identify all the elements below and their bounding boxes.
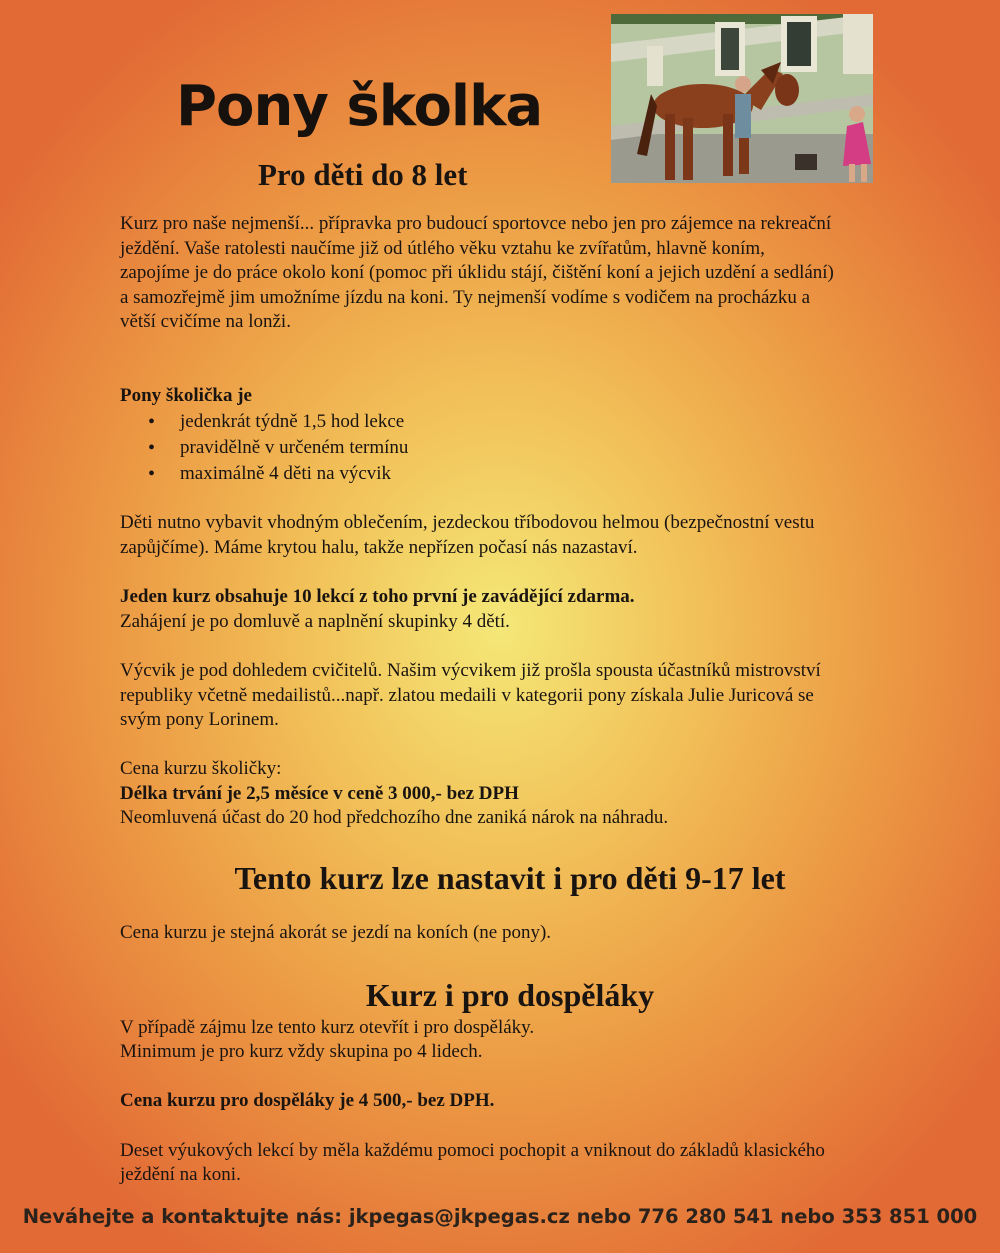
horse-photo <box>611 14 873 183</box>
intro-line: zapojíme je do práce okolo koní (pomoc při úklidu stájí, čištění koní a jejich uzdění a sedlání) <box>120 262 834 284</box>
features-heading: Pony školička je <box>120 385 252 407</box>
list-item: • maximálně 4 děti na výcvik <box>120 461 900 487</box>
contact-footer: Neváhejte a kontaktujte nás: jkpegas@jkpegas.cz nebo 776 280 541 nebo 353 851 000 <box>22 1205 978 1228</box>
equipment-line: zapůjčíme). Máme krytou halu, takže nepřízen počasí nás nazastaví. <box>120 536 638 558</box>
page-subtitle: Pro děti do 8 let <box>258 157 468 192</box>
price-note: Neomluvená účast do 20 hod předchozího dne zaniká nárok na náhradu. <box>120 807 669 829</box>
course-highlight: Jeden kurz obsahuje 10 lekcí z toho první je zavádějící zdarma. <box>120 586 635 608</box>
course-line: Zahájení je po domluvě a naplnění skupinky 4 dětí. <box>120 610 510 632</box>
horse-photo-icon <box>611 14 873 183</box>
intro-line: a samozřejmě jim umožníme jízdu na koni. Ty nejmenší vodíme s vodičem na procházku a <box>120 286 811 308</box>
equipment-paragraph <box>120 511 900 560</box>
training-paragraph <box>120 659 900 733</box>
equipment-line: Děti nutno vybavit vhodným oblečením, jezdeckou tříbodovou helmou (bezpečnostní vestu <box>120 512 815 534</box>
price-label: Cena kurzu školičky: <box>120 758 282 780</box>
intro-line: Kurz pro naše nejmenší... přípravka pro budoucí sportovce nebo jen pro zájemce na rekreační <box>120 213 832 234</box>
list-item: • jedenkrát týdně 1,5 hod lekce <box>120 409 900 435</box>
training-line: svým pony Lorinem. <box>120 709 279 731</box>
intro-line: ježdění. Vaše ratolesti naučíme již od útlého věku vztahu ke zvířatům, hlavně koním, <box>120 237 765 259</box>
adults-heading: Kurz i pro dospěláky <box>365 976 655 1013</box>
closing-line: Deset výukových lekcí by měla každému pomoci pochopit a vniknout do základů klasického <box>120 1139 825 1161</box>
older-text: Cena kurzu je stejná akorát se jezdí na koních (ne pony). <box>120 922 552 944</box>
page-title: Pony školka <box>176 74 543 139</box>
training-line: Výcvik je pod dohledem cvičitelů. Našim výcvikem již prošla spousta účastníků mistrovství <box>120 659 821 681</box>
intro-line: větší cvičíme na lonži. <box>120 311 291 333</box>
features-list <box>120 409 900 487</box>
adults-line: Minimum je pro kurz vždy skupina po 4 lidech. <box>120 1041 483 1063</box>
training-line: republiky včetně medailistů...např. zlatou medaili v kategorii pony získala Julie Juricová se <box>120 684 814 706</box>
list-item: • pravidělně v určeném termínu <box>120 435 900 461</box>
closing-line: ježdění na koni. <box>120 1164 241 1186</box>
content <box>120 212 900 1188</box>
adults-line: V případě zájmu lze tento kurz otevřít i pro dospěláky. <box>120 1016 535 1038</box>
price-highlight: Délka trvání je 2,5 měsíce v ceně 3 000,- bez DPH <box>120 782 519 804</box>
older-heading: Tento kurz lze nastavit i pro děti 9-17 let <box>234 860 786 897</box>
adults-price: Cena kurzu pro dospěláky je 4 500,- bez DPH. <box>120 1090 495 1112</box>
intro-paragraph <box>120 212 900 335</box>
